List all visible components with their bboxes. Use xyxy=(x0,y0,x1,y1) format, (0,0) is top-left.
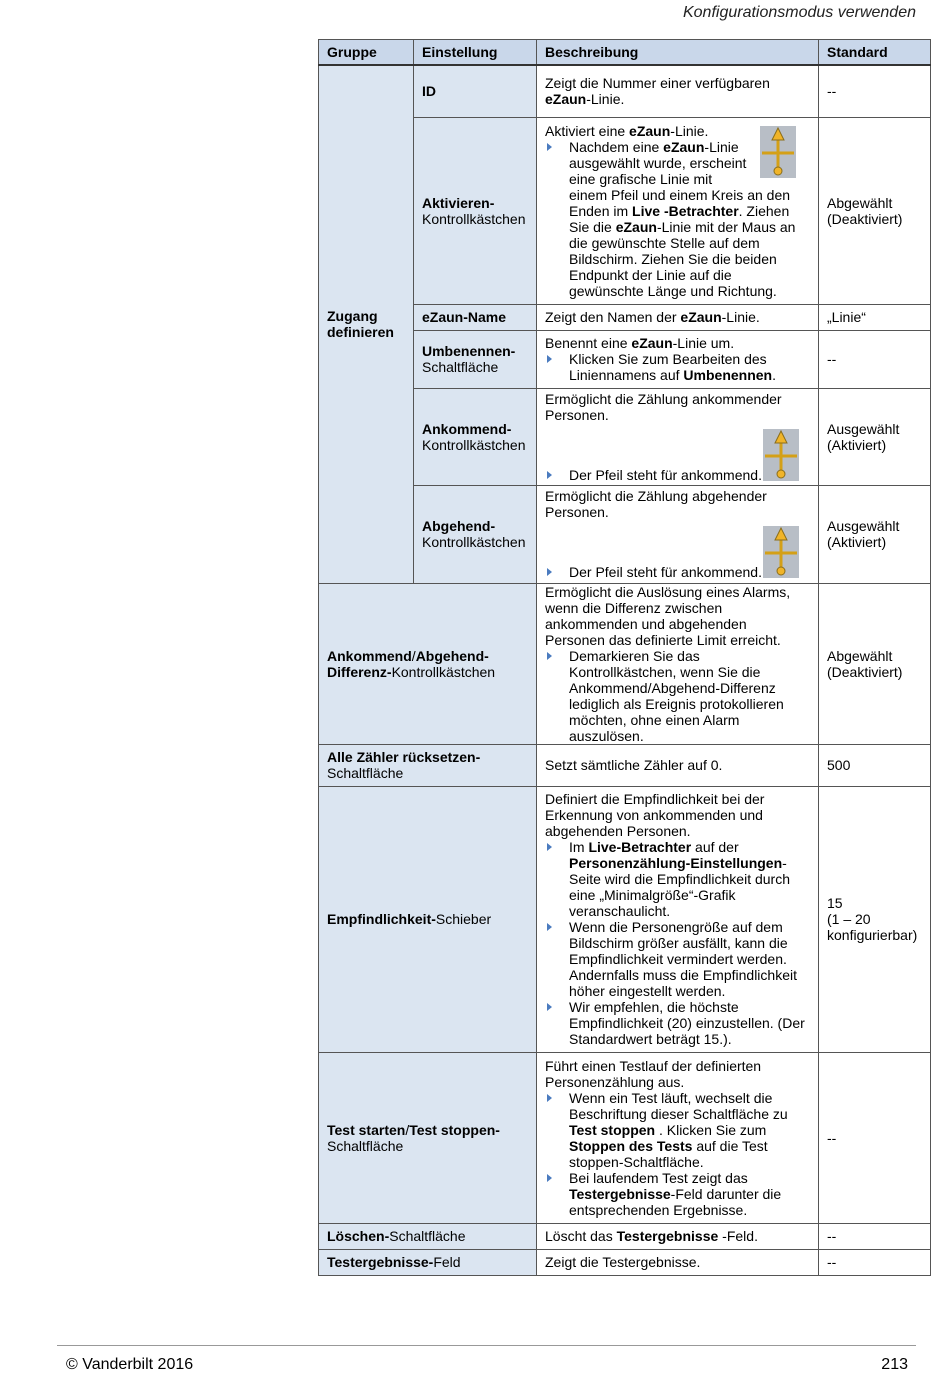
settings-table xyxy=(318,39,931,1276)
table-row xyxy=(319,1249,931,1275)
setting-cell: Testergebnisse-Feld xyxy=(319,1249,537,1275)
description-cell: Setzt sämtliche Zähler auf 0. xyxy=(537,744,819,786)
column-header-gruppe: Gruppe xyxy=(319,40,414,66)
default-cell: Ausgewählt (Aktiviert) xyxy=(819,485,931,583)
footer-divider xyxy=(57,1345,916,1346)
description-cell xyxy=(537,786,819,1052)
description-text: Definiert die Empfindlichkeit bei der Erkennung von ankommenden und abgehenden Personen. xyxy=(545,791,765,839)
group-cell-zugang: Zugang definieren xyxy=(319,65,414,583)
table-row xyxy=(319,65,931,117)
table-row xyxy=(319,1223,931,1249)
description-cell xyxy=(537,583,819,744)
setting-cell: Ankommend- Kontrollkästchen xyxy=(414,388,537,485)
description-cell: Zeigt die Testergebnisse. xyxy=(537,1249,819,1275)
setting-cell: Aktivieren- Kontrollkästchen xyxy=(414,117,537,304)
default-cell: Ausgewählt (Aktiviert) xyxy=(819,388,931,485)
description-cell: Löscht das Testergebnisse -Feld. xyxy=(537,1223,819,1249)
setting-cell: Empfindlichkeit-Schieber xyxy=(319,786,537,1052)
table-row xyxy=(319,786,931,1052)
running-title: Konfigurationsmodus verwenden xyxy=(682,4,916,21)
description-text: Führt einen Testlauf der definierten Personenzählung aus. xyxy=(545,1057,762,1090)
default-cell: -- xyxy=(819,1052,931,1223)
default-cell: 15 (1 – 20 konfigurierbar) xyxy=(819,786,931,1052)
setting-cell: Umbenennen- Schaltfläche xyxy=(414,330,537,388)
description-text: Ermöglicht die Zählung ankommender Personen. xyxy=(545,390,782,423)
default-cell: -- xyxy=(819,65,931,117)
description-bullet: Klicken Sie zum Bearbeiten des Liniennamens auf Umbenennen. xyxy=(545,351,810,383)
setting-cell: ID xyxy=(414,65,537,117)
description-bullet: Wenn die Personengröße auf dem Bildschirm größer ausfällt, kann die Empfindlichkeit vermindert werden. Andernfalls muss die Empfindlichkeit höher eingestellt werden. xyxy=(545,919,810,999)
description-bullet: Bei laufendem Test zeigt das Testergebnisse-Feld darunter die entsprechenden Ergebnisse. xyxy=(545,1170,810,1218)
setting-cell: Löschen-Schaltfläche xyxy=(319,1223,537,1249)
description-bullet: Wenn ein Test läuft, wechselt die Beschriftung dieser Schaltfläche zu Test stoppen . Klicken Sie zum Stoppen des Tests auf die Test stoppen-Schaltfläche. xyxy=(545,1090,810,1170)
description-text: Ermöglicht die Zählung abgehender Personen. xyxy=(545,488,767,520)
table-header-row xyxy=(319,40,931,66)
description-text: Ermöglicht die Auslösung eines Alarms, wenn die Differenz zwischen ankommenden und abgehenden Personen das definierte Limit erreicht. xyxy=(545,583,791,648)
default-cell: -- xyxy=(819,330,931,388)
setting-cell: Test starten/Test stoppen- Schaltfläche xyxy=(319,1052,537,1223)
setting-cell: Alle Zähler rücksetzen- Schaltfläche xyxy=(319,744,537,786)
table-row xyxy=(319,744,931,786)
setting-cell: Ankommend/Abgehend- Differenz-Kontrollkästchen xyxy=(319,583,537,744)
default-cell: -- xyxy=(819,1223,931,1249)
description-cell: Zeigt die Nummer einer verfügbaren eZaun-Linie. xyxy=(537,65,819,117)
description-cell: Zeigt den Namen der eZaun-Linie. xyxy=(537,304,819,330)
column-header-einstellung: Einstellung xyxy=(414,40,537,66)
table-row xyxy=(319,583,931,744)
description-bullet: Nachdem eine eZaun-Linie ausgewählt wurde, erscheint eine grafische Linie mit einem Pfeil und einem Kreis an den Enden im Live -Betrachter. Ziehen Sie die eZaun-Linie mit der Maus an die gewünschte Stelle auf dem Bildschirm. Ziehen Sie die beiden Endpunkt der Linie auf die gewünschte Länge und Richtung. xyxy=(545,139,810,299)
default-cell: „Linie“ xyxy=(819,304,931,330)
description-bullet: Wir empfehlen, die höchste Empfindlichkeit (20) einzustellen. (Der Standardwert beträgt 15.). xyxy=(545,999,810,1047)
description-bullet: Demarkieren Sie das Kontrollkästchen, wenn Sie die Ankommend/Abgehend-Differenz lediglich als Ereignis protokollieren möchten, ohne einen Alarm auszulösen. xyxy=(545,648,810,744)
description-cell xyxy=(537,388,819,485)
column-header-standard: Standard xyxy=(819,40,931,66)
default-cell: -- xyxy=(819,1249,931,1275)
column-header-beschreibung: Beschreibung xyxy=(537,40,819,66)
footer-copyright: © Vanderbilt 2016 xyxy=(66,1356,194,1373)
default-cell: 500 xyxy=(819,744,931,786)
page-number: 213 xyxy=(881,1356,908,1373)
default-cell: Abgewählt (Deaktiviert) xyxy=(819,117,931,304)
description-cell: Benennt eine eZaun-Linie um. Klicken Sie zum Bearbeiten des Liniennamens auf Umbenennen. xyxy=(537,330,819,388)
description-cell xyxy=(537,485,819,583)
description-bullet: Im Live-Betrachter auf der Personenzählung-Einstellungen-Seite wird die Empfindlichkeit durch eine „Minimalgröße“-Grafik veranschaulicht. xyxy=(545,839,810,919)
setting-cell: eZaun-Name xyxy=(414,304,537,330)
description-cell: Aktiviert eine eZaun-Linie. Nachdem eine eZaun-Linie ausgewählt wurde, erscheint eine grafische Linie mit einem Pfeil und einem Kreis an den Enden im Live -Betrachter. Ziehen Sie die eZaun-Linie mit der Maus an die gewünschte Stelle auf dem Bildschirm. Ziehen Sie die beiden Endpunkt der Linie auf die gewünschte Länge und Richtung. xyxy=(537,117,819,304)
table-row xyxy=(319,1052,931,1223)
description-cell xyxy=(537,1052,819,1223)
description-bullet: Der Pfeil steht für ankommend. xyxy=(545,467,810,483)
default-cell: Abgewählt (Deaktiviert) xyxy=(819,583,931,744)
setting-cell: Abgehend- Kontrollkästchen xyxy=(414,485,537,583)
description-bullet: Der Pfeil steht für ankommend. xyxy=(545,564,810,580)
